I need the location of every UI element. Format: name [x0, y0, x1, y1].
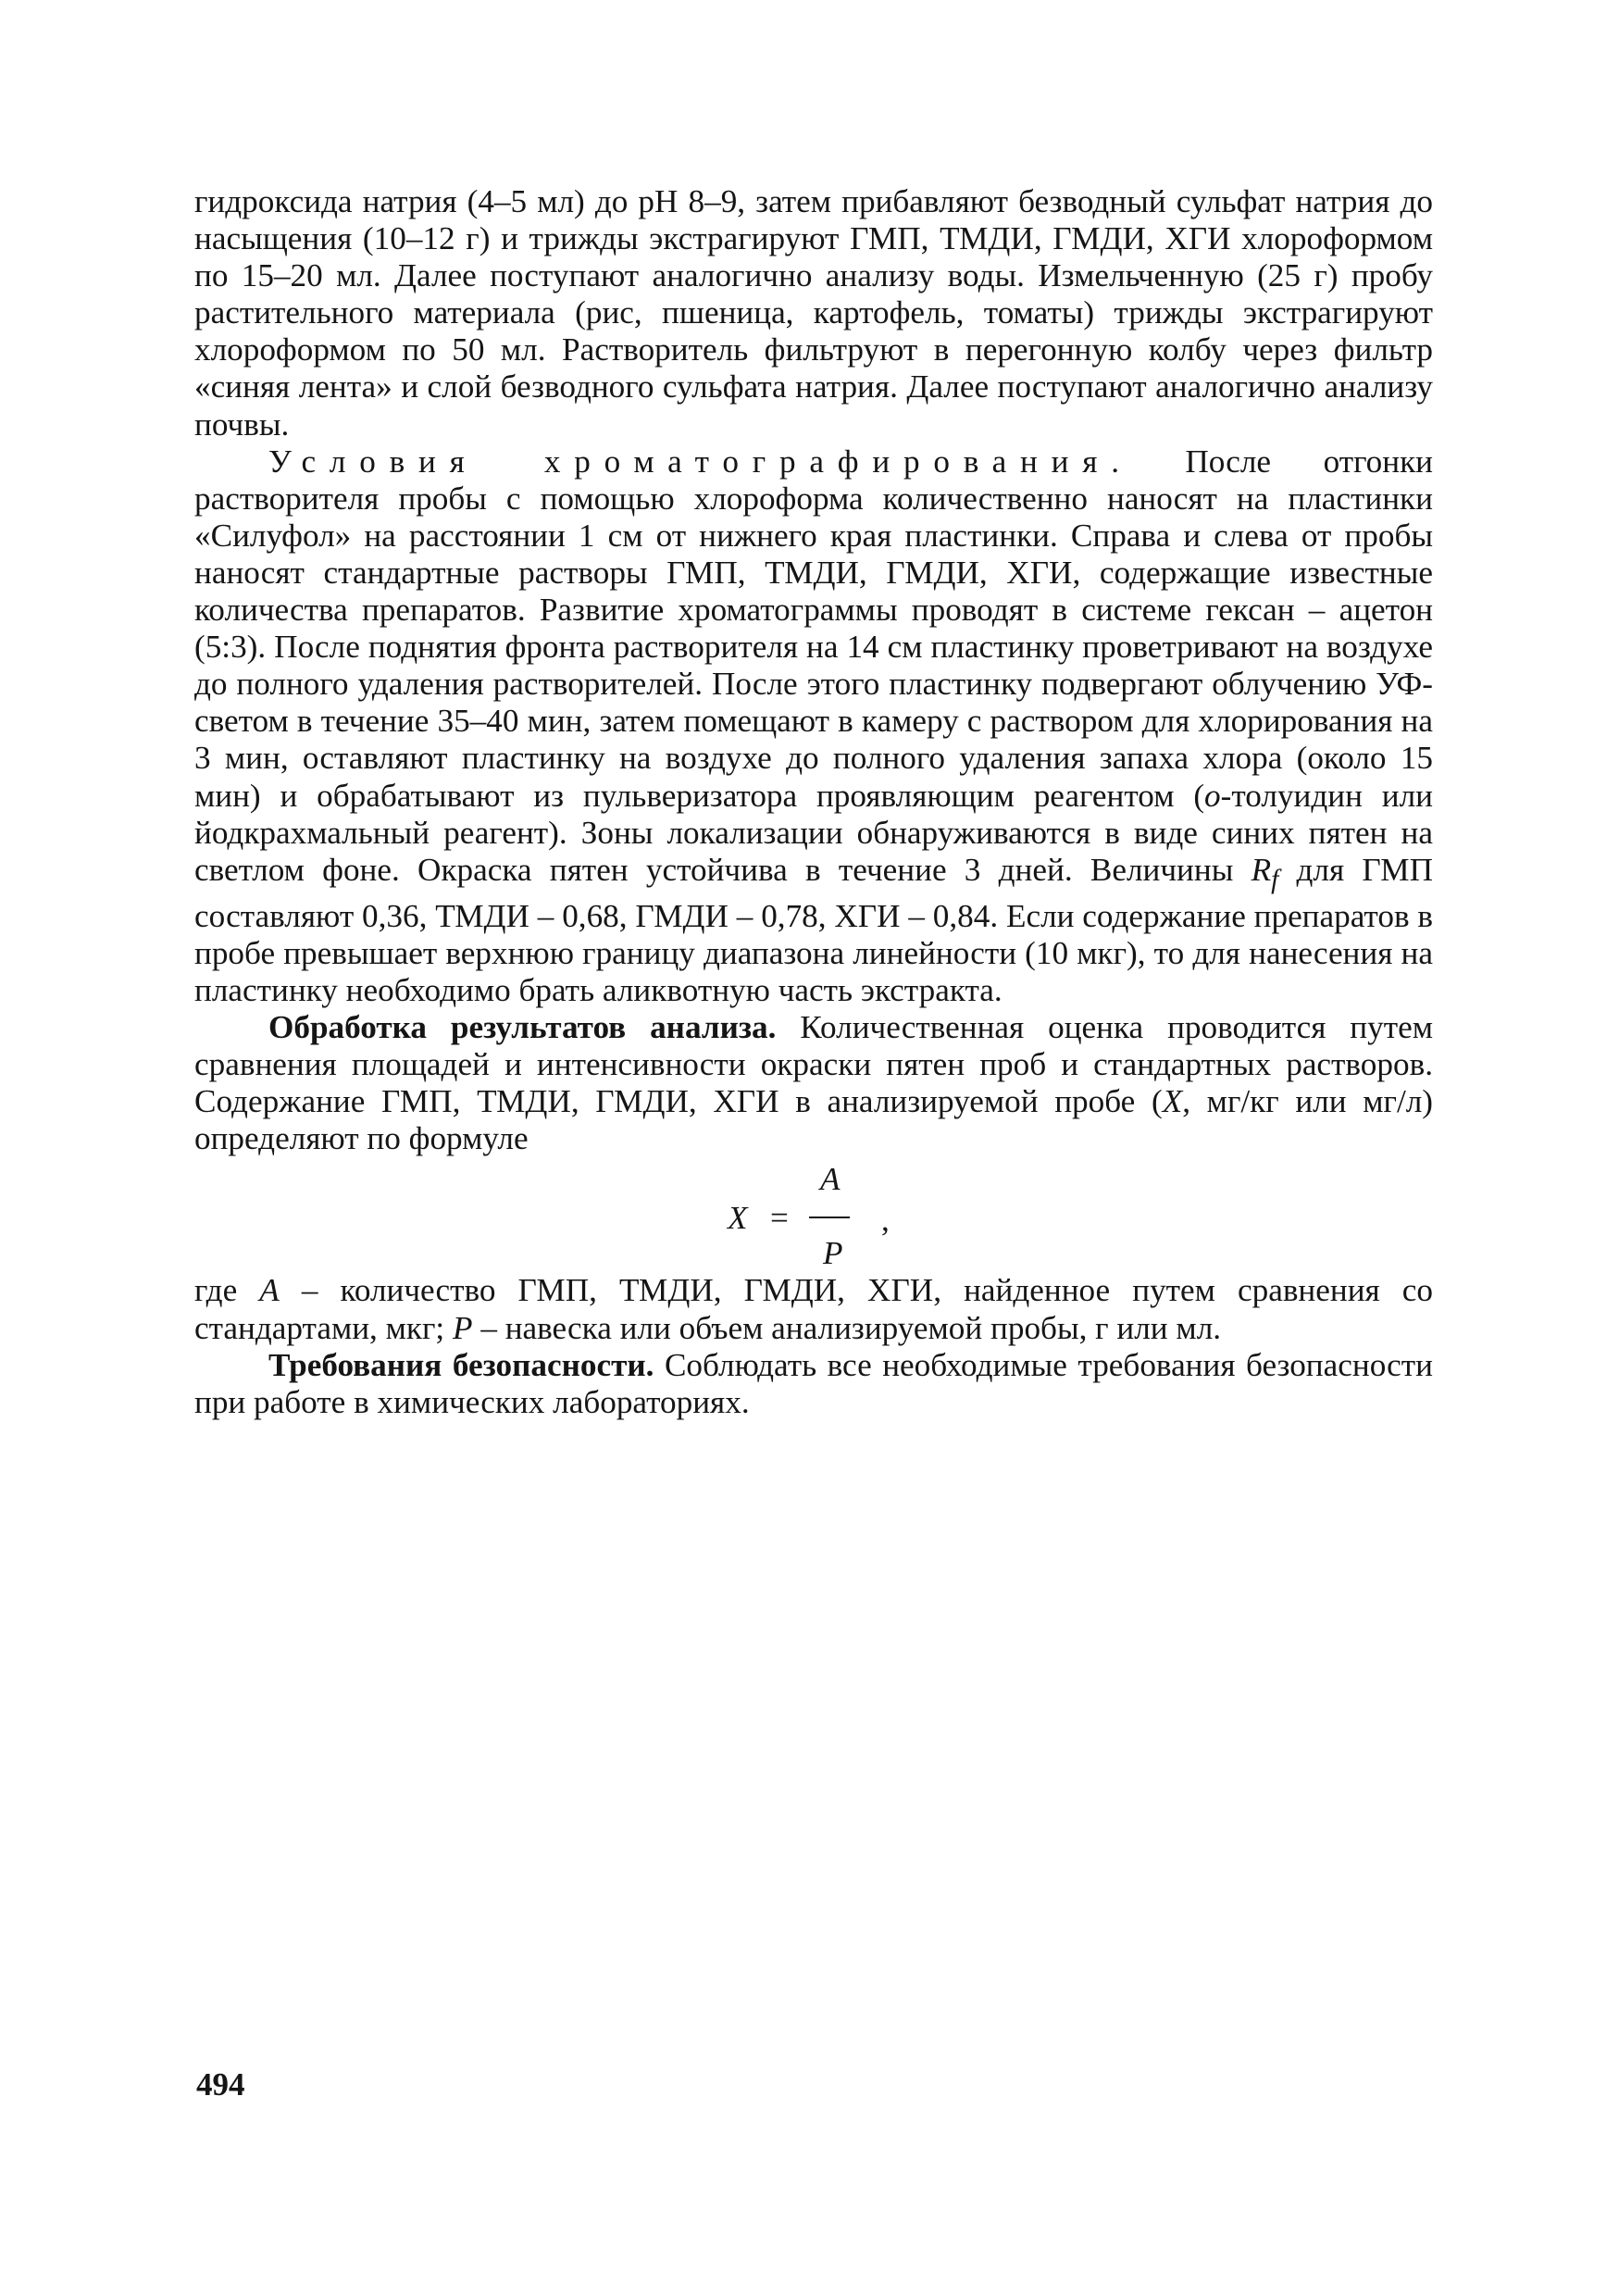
rf-subscript: f	[1271, 864, 1279, 894]
legend-text-a: – количество ГМП, ТМДИ, ГМДИ, ХГИ, найденное путем сравнения со стандартами, мкг;	[194, 1272, 1434, 1346]
body-text	[194, 183, 1433, 1421]
legend-var-p: P	[453, 1309, 473, 1346]
legend-var-a: A	[259, 1272, 280, 1309]
safety-text: Соблюдать все необходимые требования безопасности при работе в химических лабораториях.	[194, 1346, 1433, 1420]
formula-comma: ,	[881, 1202, 890, 1239]
heading-safety-requirements: Требования безопасности.	[268, 1346, 654, 1383]
heading-chromatography-conditions: Условия хроматографирования.	[268, 443, 1133, 480]
chromatography-text-1: После отгонки растворителя пробы с помощью хлороформа количественно наносят на пластинки «Силуфол» на расстоянии 1 см от нижнего края пластинки. Справа и слева от пробы наносят стандартные растворы ГМП, ТМДИ, ГМДИ, ХГИ, содержащие известные количества препаратов. Развитие хроматограммы проводят в системе гексан – ацетон (5:3). После поднятия фронта растворителя на 14 см пластинку проветривают на воздухе до полного удаления растворителей. После этого пластинку подвергают облучению УФ-светом в течение 35–40 мин, затем помещают в камеру с раствором для хлорирования на 3 мин, оставляют пластинку на воздухе до полного удаления запаха хлора (около 15 мин) и обрабатывают из пульверизатора проявляющим реагентом (	[194, 443, 1433, 814]
rf-symbol: R	[1251, 851, 1272, 888]
paragraph-formula-legend	[194, 1272, 1433, 1346]
legend-text-p: – навеска или объем анализируемой пробы, г или мл.	[472, 1309, 1222, 1346]
formula-denominator: P	[823, 1235, 843, 1272]
page-number: 494	[196, 2066, 245, 2103]
heading-results-processing: Обработка результатов анализа.	[268, 1009, 777, 1046]
results-text-2: , мг/кг или мг/л) определяют по формуле	[194, 1083, 1434, 1157]
paragraph-chromatography	[194, 443, 1433, 1009]
reagent-prefix: о	[1204, 777, 1221, 814]
formula-equals: =	[770, 1200, 789, 1237]
fraction-bar	[809, 1217, 850, 1218]
formula-x-equals-a-over-p	[194, 1157, 1433, 1272]
chromatography-text-3: для ГМП составляют 0,36, ТМДИ – 0,68, ГМДИ – 0,78, ХГИ – 0,84. Если содержание препаратов в пробе превышает верхнюю границу диапазона линейности (10 мкг), то для нанесения на пластинку необходимо брать аликвотную часть экстракта.	[194, 851, 1433, 1008]
chromatography-text-2: -толуидин или йодкрахмальный реагент). Зоны локализации обнаруживаются в виде синих пятен на светлом фоне. Окраска пятен устойчива в течение 3 дней. Величины	[194, 777, 1434, 888]
paragraph-results	[194, 1009, 1433, 1157]
legend-prefix: где	[194, 1272, 260, 1309]
paragraph-extraction: гидроксида натрия (4–5 мл) до pH 8–9, затем прибавляют безводный сульфат натрия до насыщения (10–12 г) и трижды экстрагируют ГМП, ТМДИ, ГМДИ, ХГИ хлороформом по 15–20 мл. Далее поступают аналогично анализу воды. Измельченную (25 г) пробу растительного материала (рис, пшеница, картофель, томаты) трижды экстрагируют хлороформом по 50 мл. Растворитель фильтруют в перегонную колбу через фильтр «синяя лента» и слой безводного сульфата натрия. Далее поступают аналогично анализу почвы.	[194, 183, 1433, 443]
variable-x: X	[1162, 1083, 1183, 1120]
formula-numerator: A	[820, 1161, 841, 1198]
formula-lhs: X	[728, 1200, 748, 1237]
results-text-1: Количественная оценка проводится путем сравнения площадей и интенсивности окраски пятен проб и стандартных растворов. Содержание ГМП, ТМДИ, ГМДИ, ХГИ в анализируемой пробе (	[194, 1009, 1433, 1120]
paragraph-safety	[194, 1347, 1433, 1421]
